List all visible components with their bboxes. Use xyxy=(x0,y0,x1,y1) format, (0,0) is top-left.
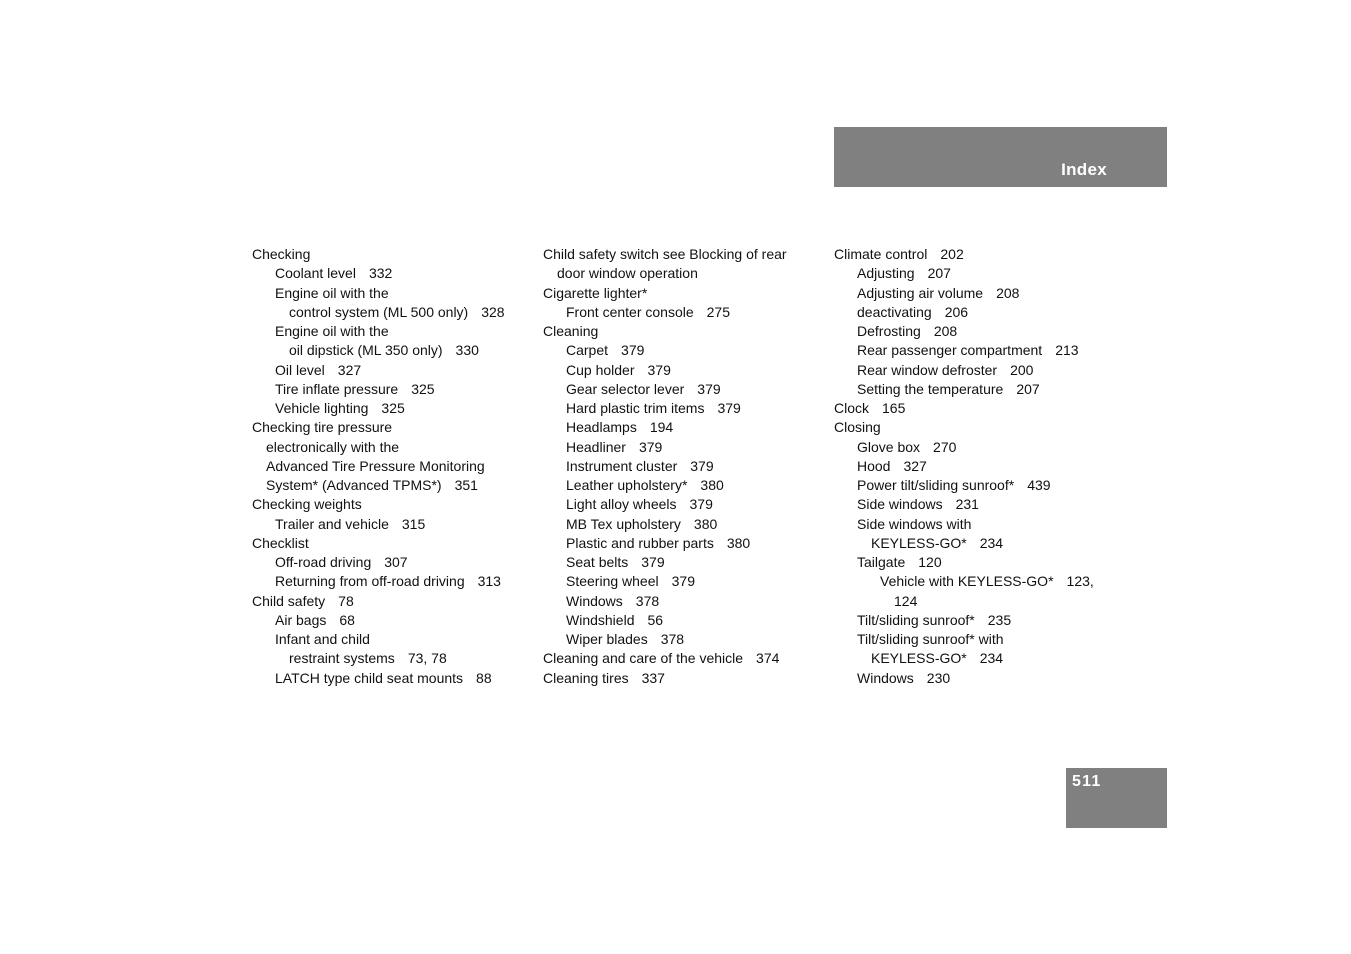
index-page-ref: 327 xyxy=(337,361,362,378)
index-term: Hard plastic trim items xyxy=(566,400,705,416)
index-entry xyxy=(834,669,1134,688)
index-entry xyxy=(252,399,537,418)
index-entry xyxy=(543,592,828,611)
index-term: Adjusting air volume xyxy=(857,284,984,301)
index-term: Instrument cluster xyxy=(566,457,678,474)
index-term: Checking tire pressure xyxy=(252,419,393,436)
page-number-tab xyxy=(1066,768,1167,828)
index-term: System* (Advanced TPMS*) xyxy=(266,477,442,493)
index-entry xyxy=(543,495,828,514)
index-entry xyxy=(543,399,828,418)
index-entry xyxy=(543,245,828,264)
index-term: Tilt/sliding sunroof* with xyxy=(857,631,1004,647)
index-entry xyxy=(543,380,828,399)
index-page-ref: 200 xyxy=(1010,361,1034,378)
index-page-ref: 325 xyxy=(381,400,405,416)
index-page-ref: 123, xyxy=(1066,573,1094,590)
index-entry xyxy=(543,361,828,380)
index-term: Oil level xyxy=(275,361,325,378)
index-page-ref: 379 xyxy=(689,496,713,513)
index-term: KEYLESS-GO* xyxy=(871,534,967,551)
index-page-ref: 68 xyxy=(339,611,355,628)
index-page-ref: 230 xyxy=(926,669,951,686)
index-term: Engine oil with the xyxy=(275,323,389,339)
index-entry xyxy=(543,515,828,534)
index-entry xyxy=(252,515,537,534)
index-entry xyxy=(543,322,828,341)
index-entry xyxy=(834,399,1134,418)
index-entry xyxy=(252,592,537,611)
index-page-ref: 330 xyxy=(455,342,479,359)
index-entry xyxy=(252,438,537,457)
index-entry xyxy=(834,476,1134,495)
index-page-ref: 235 xyxy=(987,611,1012,628)
index-entry xyxy=(252,341,537,360)
index-page-ref: 194 xyxy=(649,419,674,436)
index-term: Steering wheel xyxy=(566,573,659,590)
index-page-ref: 213 xyxy=(1055,342,1079,359)
index-term: Plastic and rubber parts xyxy=(566,534,714,551)
index-term: Engine oil with the xyxy=(275,284,389,301)
index-entry xyxy=(834,495,1134,514)
index-term: Vehicle lighting xyxy=(275,400,369,416)
index-column-2 xyxy=(543,245,828,688)
index-page-ref: 325 xyxy=(411,380,435,397)
index-entry xyxy=(543,438,828,457)
index-entry xyxy=(543,553,828,572)
index-entry xyxy=(543,630,828,649)
index-page-ref: 208 xyxy=(996,284,1020,301)
index-term: Front center console xyxy=(566,303,694,320)
index-entry xyxy=(834,264,1134,283)
index-term: restraint systems xyxy=(289,650,395,667)
index-term: Cleaning and care of the vehicle xyxy=(543,650,744,667)
index-page-ref: 332 xyxy=(368,265,393,282)
index-term: Carpet xyxy=(566,342,609,359)
index-entry xyxy=(252,534,537,553)
index-entry xyxy=(252,649,537,668)
index-term: Windows xyxy=(566,592,623,609)
index-entry xyxy=(252,630,537,649)
index-page-ref: 165 xyxy=(882,400,906,416)
index-term: Vehicle with KEYLESS-GO* xyxy=(880,573,1054,590)
index-entry xyxy=(834,572,1134,591)
index-term: Leather upholstery* xyxy=(566,477,688,493)
index-entry xyxy=(834,457,1134,476)
index-page-ref: 380 xyxy=(693,515,718,532)
index-page-ref: 78 xyxy=(338,592,354,609)
index-page-ref: 202 xyxy=(940,246,964,262)
index-entry xyxy=(252,380,537,399)
index-page-ref: 231 xyxy=(955,496,979,513)
index-term: door window operation xyxy=(557,265,698,282)
index-entry xyxy=(834,553,1134,572)
index-page-ref: 380 xyxy=(726,534,751,551)
index-term: Setting the temperature xyxy=(857,380,1004,397)
index-term: Child safety xyxy=(252,592,326,609)
index-page-ref: 275 xyxy=(706,303,730,320)
index-term: Side windows with xyxy=(857,515,972,532)
index-term: LATCH type child seat mounts xyxy=(275,669,464,686)
index-term: MB Tex upholstery xyxy=(566,515,681,532)
index-page-ref: 379 xyxy=(690,457,714,474)
index-term: Seat belts xyxy=(566,554,629,570)
index-term: Side windows xyxy=(857,496,943,513)
index-entry xyxy=(834,245,1134,264)
index-page-ref: 327 xyxy=(903,457,927,474)
index-page-ref: 379 xyxy=(697,380,721,397)
index-page-ref: 208 xyxy=(933,323,958,339)
index-page-ref: 234 xyxy=(979,534,1004,551)
index-page-ref: 379 xyxy=(717,400,741,416)
index-page-ref: 206 xyxy=(944,303,969,320)
index-page-ref: 207 xyxy=(927,265,951,282)
index-page-ref: 73, 78 xyxy=(407,650,447,667)
index-entry xyxy=(834,630,1134,649)
index-page-ref: 379 xyxy=(621,342,645,359)
index-term: Cup holder xyxy=(566,361,635,378)
index-entry xyxy=(252,572,537,591)
index-term: Tailgate xyxy=(857,554,906,570)
index-page-ref: 439 xyxy=(1027,477,1051,493)
index-entry xyxy=(834,649,1134,668)
index-term: Rear passenger compartment xyxy=(857,342,1043,359)
index-page-ref: 379 xyxy=(671,573,695,590)
index-term: Trailer and vehicle xyxy=(275,515,389,532)
index-entry xyxy=(252,476,537,495)
index-term: Headliner xyxy=(566,438,626,455)
index-entry xyxy=(252,457,537,476)
index-term: Defrosting xyxy=(857,323,921,339)
index-term: Checking weights xyxy=(252,496,362,513)
index-term: KEYLESS-GO* xyxy=(871,650,967,667)
index-entry xyxy=(252,303,537,322)
index-entry xyxy=(543,303,828,322)
index-term: Returning from off-road driving xyxy=(275,573,465,590)
index-entry xyxy=(543,264,828,283)
index-entry xyxy=(252,361,537,380)
index-entry xyxy=(252,264,537,283)
index-page-ref: 380 xyxy=(700,477,724,493)
index-entry xyxy=(543,418,828,437)
index-entry xyxy=(834,592,1134,611)
index-term: Advanced Tire Pressure Monitoring xyxy=(266,457,485,474)
index-header-tab xyxy=(834,127,1167,187)
index-page-ref: 351 xyxy=(454,477,478,493)
index-term: Hood xyxy=(857,457,891,474)
index-term: Gear selector lever xyxy=(566,380,685,397)
index-page-ref: 56 xyxy=(647,611,664,628)
index-column-3 xyxy=(834,245,1134,688)
index-page-ref: 270 xyxy=(933,438,957,455)
index-entry xyxy=(834,303,1134,322)
index-page-ref: 315 xyxy=(401,515,426,532)
index-term: Power tilt/sliding sunroof* xyxy=(857,477,1015,493)
index-term: Infant and child xyxy=(275,631,370,647)
index-page-ref: 379 xyxy=(647,361,671,378)
index-page-ref: 374 xyxy=(756,650,780,667)
index-entry xyxy=(252,284,537,303)
index-page-ref: 88 xyxy=(476,669,492,686)
index-term: Off-road driving xyxy=(275,554,372,570)
index-entry xyxy=(252,495,537,514)
index-term: 124 xyxy=(894,592,918,609)
index-page-ref: 337 xyxy=(641,669,665,686)
index-entry xyxy=(252,669,537,688)
index-term: Tire inflate pressure xyxy=(275,380,399,397)
index-entry xyxy=(543,669,828,688)
index-term: control system (ML 500 only) xyxy=(289,303,469,320)
index-entry xyxy=(834,284,1134,303)
index-term: Adjusting xyxy=(857,265,915,282)
index-entry xyxy=(834,418,1134,437)
index-term: electronically with the xyxy=(266,438,400,455)
index-entry xyxy=(834,341,1134,360)
index-term: Headlamps xyxy=(566,419,637,436)
index-page-ref: 120 xyxy=(918,554,942,570)
index-page-ref: 378 xyxy=(660,631,685,647)
index-term: Cleaning xyxy=(543,323,599,339)
index-entry xyxy=(834,534,1134,553)
index-entry xyxy=(252,418,537,437)
index-term: Coolant level xyxy=(275,265,356,282)
index-entry xyxy=(252,245,537,264)
index-term: Cigarette lighter* xyxy=(543,284,648,301)
index-entry xyxy=(543,649,828,668)
index-term: oil dipstick (ML 350 only) xyxy=(289,342,443,359)
index-term: Windows xyxy=(857,669,914,686)
index-entry xyxy=(834,361,1134,380)
index-term: Checking xyxy=(252,246,311,262)
index-page-ref: 328 xyxy=(481,303,505,320)
index-entry xyxy=(252,322,537,341)
index-entry xyxy=(252,553,537,572)
index-page-ref: 379 xyxy=(641,554,665,570)
index-entry xyxy=(543,611,828,630)
index-term: Checklist xyxy=(252,534,309,551)
index-term: Climate control xyxy=(834,246,928,262)
index-entry xyxy=(834,611,1134,630)
page-number: 511 xyxy=(1072,773,1102,790)
index-entry xyxy=(834,438,1134,457)
index-page-ref: 379 xyxy=(638,438,663,455)
index-page-ref: 234 xyxy=(979,650,1004,667)
index-page-ref: 207 xyxy=(1016,380,1040,397)
index-term: Rear window defroster xyxy=(857,361,998,378)
index-entry xyxy=(834,515,1134,534)
index-entry xyxy=(252,611,537,630)
index-term: Light alloy wheels xyxy=(566,496,677,513)
index-entry xyxy=(543,341,828,360)
index-term: Clock xyxy=(834,400,870,416)
section-title: Index xyxy=(1061,160,1107,179)
index-column-1 xyxy=(252,245,537,688)
index-term: Cleaning tires xyxy=(543,669,629,686)
index-term: Tilt/sliding sunroof* xyxy=(857,611,975,628)
index-entry xyxy=(543,476,828,495)
index-entry xyxy=(543,457,828,476)
index-entry xyxy=(543,284,828,303)
index-entry xyxy=(834,380,1134,399)
index-entry xyxy=(543,572,828,591)
index-term: Air bags xyxy=(275,611,327,628)
index-term: Glove box xyxy=(857,438,921,455)
index-page-ref: 378 xyxy=(635,592,660,609)
index-page-ref: 313 xyxy=(477,573,501,590)
index-term: Wiper blades xyxy=(566,631,648,647)
index-entry xyxy=(834,322,1134,341)
index-entry xyxy=(543,534,828,553)
index-page-ref: 307 xyxy=(384,554,408,570)
index-term: Child safety switch see Blocking of rear xyxy=(543,246,787,262)
index-term: Windshield xyxy=(566,611,635,628)
index-term: Closing xyxy=(834,419,881,436)
index-term: deactivating xyxy=(857,303,932,320)
